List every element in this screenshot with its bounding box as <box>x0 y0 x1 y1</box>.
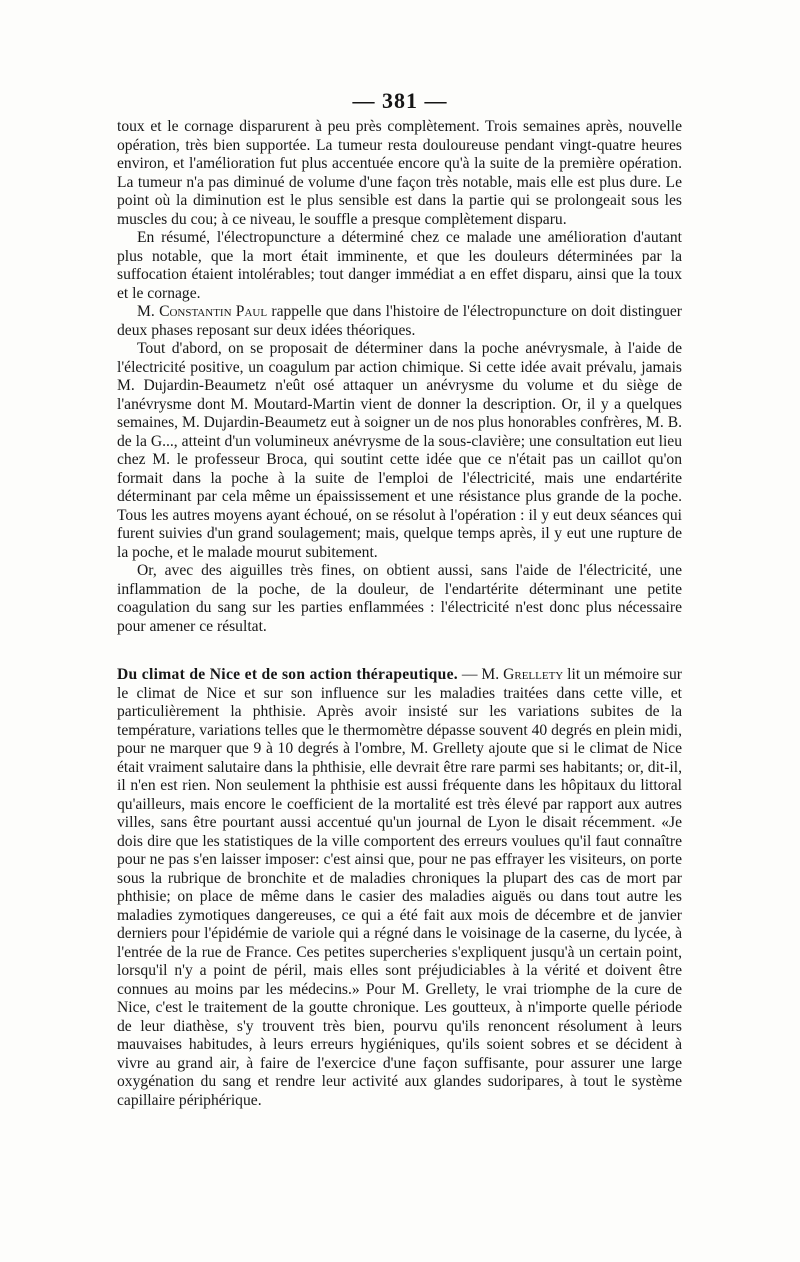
paragraph-5: Or, avec des aiguilles très fines, on obtient aussi, sans l'aide de l'électricité, une inflammation de la poche, de la douleur, de l'endartérite déterminant une petite coagulation du sang sur les parties enflammées : l'électricité n'est donc plus nécessaire pour amener ce résultat. <box>117 562 682 635</box>
paragraph-2: En résumé, l'électropuncture a déterminé chez ce malade une amélioration d'autant plus notable, que la mort était imminente, et que les douleurs déterminées par la suffocation étaient intolérables; tout danger immédiat a en effet disparu, ainsi que la toux et le cornage. <box>117 229 682 302</box>
section-gap <box>117 636 682 666</box>
body-text <box>117 118 682 1110</box>
page-number: — 381 — <box>352 88 448 113</box>
paragraph-3-text: rappelle que dans l'histoire de l'électropuncture on doit distinguer deux phases reposant sur deux idées théoriques. <box>117 303 682 339</box>
paragraph-3 <box>117 303 682 340</box>
section-dash: — M. <box>458 666 504 683</box>
speaker-name: Constantin Paul <box>159 303 268 320</box>
section-paragraph <box>117 666 682 1110</box>
section-title: Du climat de Nice et de son action thérapeutique. <box>117 666 458 683</box>
speaker-prefix: M. <box>137 303 160 320</box>
paragraph-1: toux et le cornage disparurent à peu près complètement. Trois semaines après, nouvelle opération, très bien supportée. La tumeur resta douloureuse pendant vingt-quatre heures environ, et l'amélioration fut plus accentuée encore qu'à la suite de la première opération. La tumeur n'a pas diminué de volume d'une façon très notable, mais elle est plus dure. Le point où la diminution est le plus sensible est dans la partie qui se prolongeait sous les muscles du cou; à ce niveau, le souffle a presque complètement disparu. <box>117 118 682 228</box>
paragraph-4: Tout d'abord, on se proposait de déterminer dans la poche anévrysmale, à l'aide de l'électricité positive, un coagulum par action chimique. Si cette idée avait prévalu, jamais M. Dujardin-Beaumetz n'eût osé attaquer un anévrysme du volume et du siège de l'anévrysme dont M. Moutard-Martin vient de donner la description. Or, il y a quelques semaines, M. Dujardin-Beaumetz eut à soigner un de nos plus honorables confrères, M. B. de la G..., atteint d'un volumineux anévrysme de la sous-clavière; une consultation eut lieu chez M. le professeur Broca, qui soutint cette idée que ce n'était pas un caillot qu'on formait dans la poche à la suite de l'emploi de l'électricité, mais une endartérite déterminant par cela même un épaississement et une résistance plus grande de la poche. Tous les autres moyens ayant échoué, on se résolut à l'opération : il y eut deux séances qui furent suivies d'un grand soulagement; mais, quelque temps après, il y eut une rupture de la poche, et le malade mourut subitement. <box>117 340 682 561</box>
section-author: Grellety <box>503 666 564 683</box>
section-text: lit un mémoire sur le climat de Nice et sur son influence sur les maladies traitées dans cette ville, et particulièrement la phthisie. Après avoir insisté sur les variations subites de la température, variations telles que le thermomètre dépasse souvent 40 degrés en plein midi, pour ne marquer que 9 à 10 degrés à l'ombre, M. Grellety ajoute que si le climat de Nice était vraiment salutaire dans la phthisie, elle devrait être rare parmi ses habitants; or, dit-il, il n'en est rien. Non seulement la phthisie est aussi fréquente dans les hôpitaux du littoral qu'ailleurs, mais encore le coefficient de la mortalité est très élevé par rapport aux autres villes, sans être pourtant aussi accentué qu'un journal de Lyon le disait récemment. «Je dois dire que les statistiques de la ville comportent des erreurs voulues qu'il faut connaître pour ne pas s'en laisser imposer: c'est ainsi que, pour ne pas effrayer les visiteurs, on porte sous la rubrique de bronchite et de maladies chroniques la plupart des cas de mort par phthisie; on place de même dans le casier des maladies aiguës ou dans tout autre les maladies zymotiques dangereuses, ce qui a été fait aux mois de décembre et de janvier derniers pour l'épidémie de variole qui a régné dans le voisinage de la caserne, du lycée, à l'entrée de la rue de France. Ces petites supercheries s'expliquent jusqu'à un certain point, lorsqu'il n'y a point de péril, mais elles sont préjudiciables à la vérité et doivent être connues au moins par les médecins.» Pour M. Grellety, le vrai triomphe de la cure de Nice, c'est le traitement de la goutte chronique. Les goutteux, à n'importe quelle période de leur diathèse, s'y trouvent très bien, pourvu qu'ils renoncent résolument à leurs mauvaises habitudes, à leurs erreurs hygiéniques, qu'ils soient sobres et se décident à vivre au grand air, à faire de l'exercice d'une façon suffisante, pour assurer une large oxygénation du sang et rendre leur activité aux glandes sudoripares, à tout le système capillaire périphérique. <box>117 666 682 1109</box>
